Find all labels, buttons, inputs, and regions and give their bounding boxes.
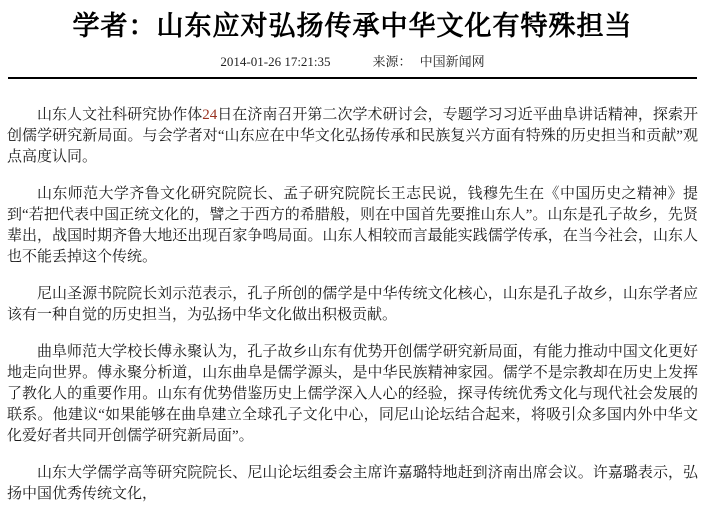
paragraph-5: 山东大学儒学高等研究院院长、尼山论坛组委会主席许嘉璐特地赶到济南出席会议。许嘉璐表示，弘扬中国优秀传统文化， xyxy=(7,465,698,502)
paragraph-1-day-number: 24 xyxy=(202,107,218,123)
paragraph-1-text-pre: 山东人文社科研究协作体 xyxy=(37,107,203,123)
paragraph-1 xyxy=(7,105,698,168)
source-label: 来源： xyxy=(372,54,412,69)
header-divider xyxy=(8,77,697,79)
article-source xyxy=(373,54,485,70)
article-page xyxy=(0,8,705,505)
article-body xyxy=(7,105,698,505)
paragraph-4: 曲阜师范大学校长傅永聚认为，孔子故乡山东有优势开创儒学研究新局面，有能力推动中国文化更好地走向世界。傅永聚分析道，山东曲阜是儒学源头，是中华民族精神家园。儒学不是宗教却在历史上发挥了教化人的重要作用。山东有优势借鉴历史上儒学深入人心的经验，探寻传统优秀文化与现代社会发展的联系。他建议“如果能够在曲阜建立全球孔子文化中心，同尼山论坛结合起来，将吸引众多国内外中华文化爱好者共同开创儒学研究新局面”。 xyxy=(7,344,698,444)
paragraph-2: 山东师范大学齐鲁文化研究院院长、孟子研究院院长王志民说，钱穆先生在《中国历史之精神》提到“若把代表中国正统文化的，譬之于西方的希腊般，则在中国首先要推山东人”。山东是孔子故乡，先贤辈出，战国时期齐鲁大地还出现百家争鸣局面。山东人相较而言最能实践儒学传承，在当今社会，山东人也不能丢掉这个传统。 xyxy=(7,186,698,265)
article-meta xyxy=(7,54,698,70)
article-timestamp: 2014-01-26 17:21:35 xyxy=(220,54,331,69)
paragraph-3: 尼山圣源书院院长刘示范表示，孔子所创的儒学是中华传统文化核心，山东是孔子故乡，山东学者应该有一种自觉的历史担当，为弘扬中华文化做出积极贡献。 xyxy=(7,286,698,323)
source-name: 中国新闻网 xyxy=(419,54,485,69)
page-title: 学者：山东应对弘扬传承中华文化有特殊担当 xyxy=(72,11,633,41)
paragraph-1-text-post: 日在济南召开第二次学术研讨会，专题学习习近平曲阜讲话精神，探索开创儒学研究新局面。与会学者对“山东应在中华文化弘扬传承和民族复兴方面有特殊的历史担当和贡献”观点高度认同。 xyxy=(7,107,698,165)
